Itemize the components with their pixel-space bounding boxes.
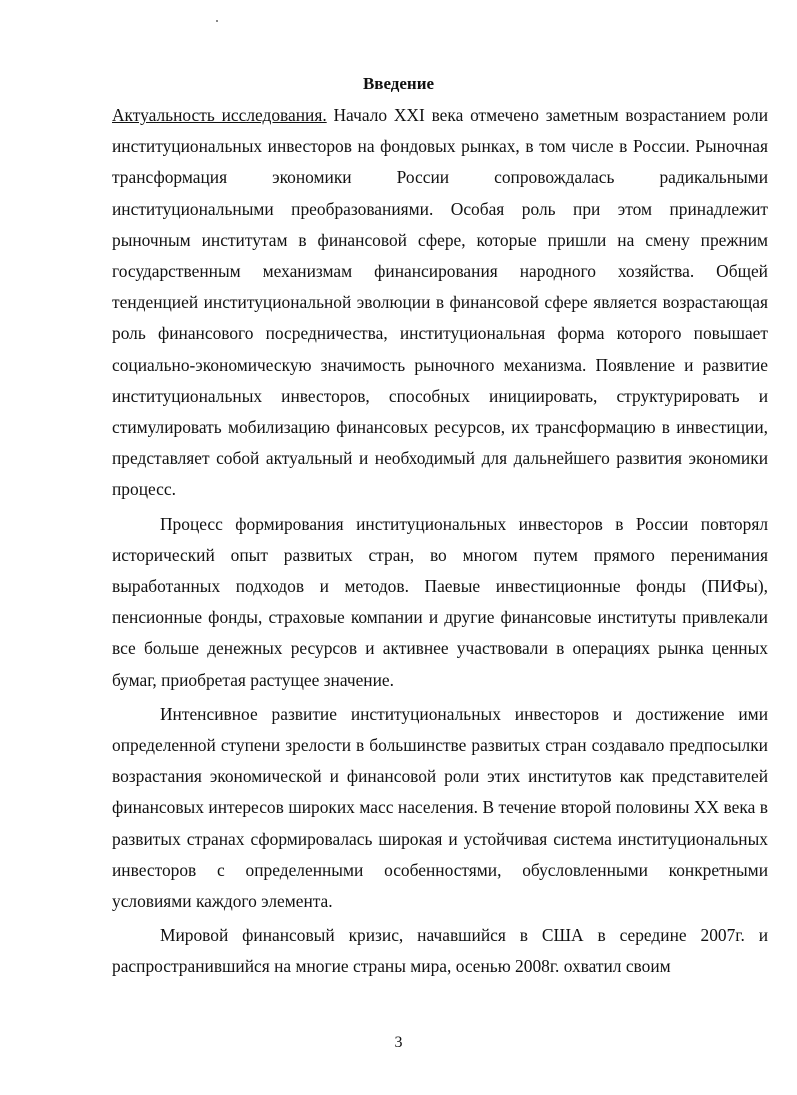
paragraph-1 (112, 100, 768, 506)
page-title: Введение (362, 74, 435, 93)
paragraph-2: Процесс формирования институциональных инвесторов в России повторял исторический опыт развитых стран, во многом путем прямого перенимания выработанных подходов и методов. Паевые инвестиционные фонды (ПИФы), пенсионные фонды, страховые компании и другие финансовые институты привлекали все больше денежных ресурсов и активнее участвовали в операциях рынка ценных бумаг, приобретая растущее значение. (112, 513, 768, 690)
paragraph-3: Интенсивное развитие институциональных инвесторов и достижение ими определенной ступени зрелости в большинстве развитых стран создавало предпосылки возрастания экономической и финансовой роли этих институтов как представителей финансовых интересов широких масс населения. В течение второй половины XX века в развитых странах сформировалась широкая и устойчивая система институциональных инвесторов с определенными особенностями, обусловленными конкретными условиями каждого элемента. (112, 703, 768, 912)
paragraph-4: Мировой финансовый кризис, начавшийся в США в середине 2007г. и распространившийся на многие страны мира, осенью 2008г. охватил своим (112, 925, 768, 977)
document-body (112, 100, 768, 983)
paragraph-1-text: Начало XXI века отмечено заметным возрастанием роли институциональных инвесторов на фондовых рынках, в том числе в России. Рыночная трансформация экономики России сопровождалась радикальными институциональными преобразованиями. Особая роль при этом принадлежит рыночным институтам в финансовой сфере, которые пришли на смену прежним государственным механизмам финансирования народного хозяйства. Общей тенденцией институциональной эволюции в финансовой сфере является возрастающая роль финансового посредничества, институциональная форма которого повышает социально-экономическую значимость рыночного механизма. Появление и развитие институциональных инвесторов, способных инициировать, структурировать и стимулировать мобилизацию финансовых ресурсов, их трансформацию в инвестиции, представляет собой актуальный и необходимый для дальнейшего развития экономики процесс. (112, 105, 768, 500)
scan-artifact (216, 20, 218, 22)
page-number: 3 (394, 1034, 403, 1051)
relevance-heading: Актуальность исследования. (112, 105, 327, 125)
